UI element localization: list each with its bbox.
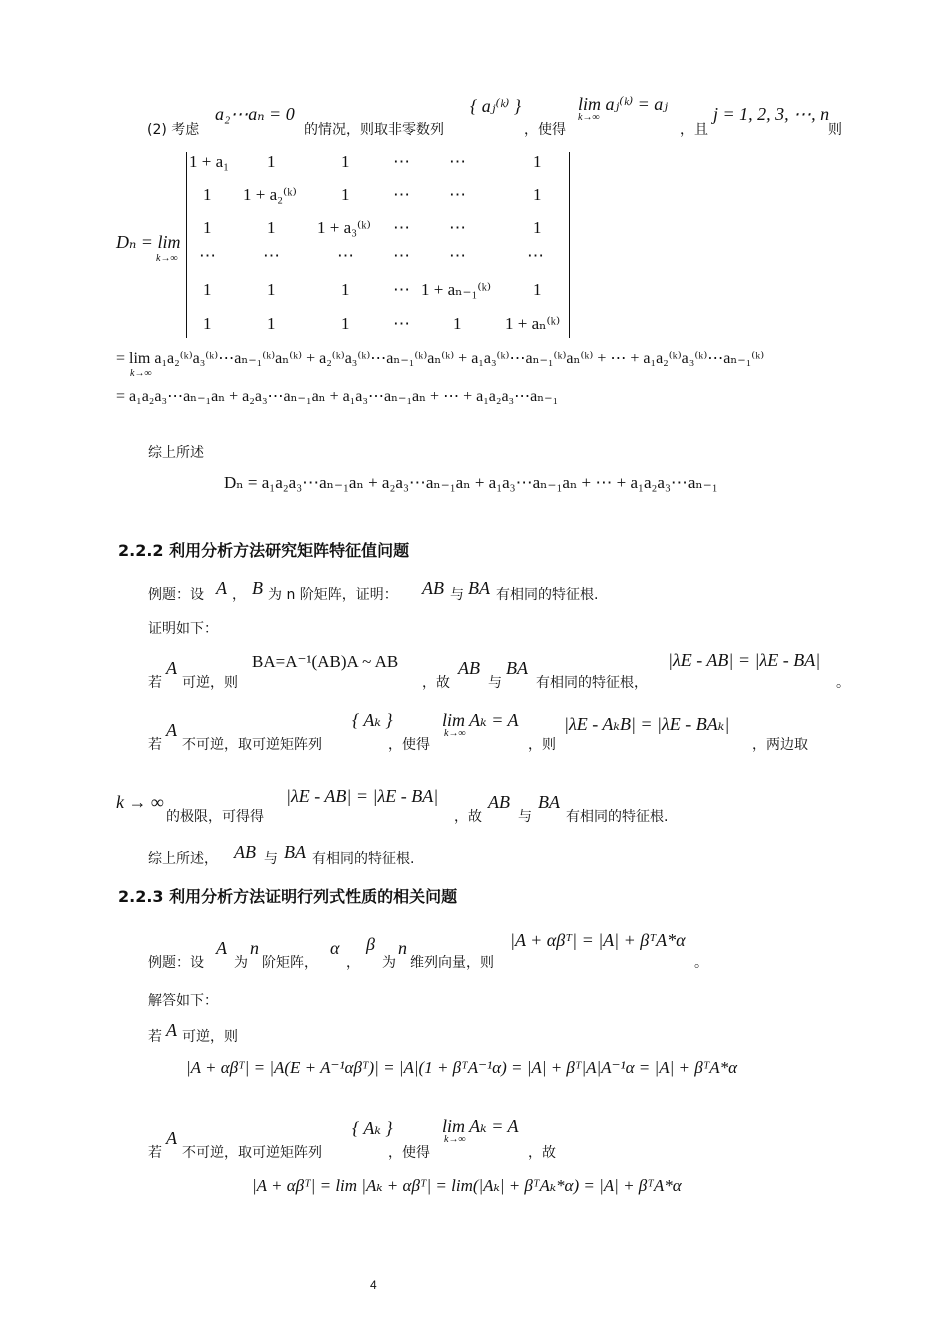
math-limit: lim aⱼ⁽ᵏ⁾ = aⱼ — [578, 94, 669, 114]
text: 则 — [828, 122, 842, 138]
text: 可逆，则 — [182, 1029, 238, 1045]
equation-line: = a₁a₂a₃⋯aₙ₋₁aₙ + a₂a₃⋯aₙ₋₁aₙ + a₁a₃⋯aₙ₋₁aₙ + ⋯ + a₁a₂a₃⋯aₙ₋₁ — [116, 388, 559, 405]
text: 不可逆，取可逆矩阵列 — [182, 1145, 322, 1161]
matrix-cell: 1 — [267, 152, 276, 171]
math: A — [216, 938, 227, 958]
math: BA — [468, 578, 490, 598]
math-determinant: |λE - AB| = |λE - BA| — [668, 650, 821, 670]
matrix-cell: ⋯ — [393, 280, 410, 299]
text: 若 — [148, 1029, 162, 1045]
text: 与 — [518, 809, 532, 825]
matrix-cell: ⋯ — [527, 246, 544, 265]
math: A — [166, 720, 177, 740]
matrix-cell: 1 — [533, 152, 542, 171]
matrix-cell: ⋯ — [393, 314, 410, 333]
matrix-cell: 1 — [203, 185, 212, 204]
math-determinant: |λE - AB| = |λE - BA| — [286, 786, 439, 806]
text: 的情况，则取非零数列 — [304, 122, 444, 138]
math: A — [166, 1020, 177, 1040]
text: 。 — [694, 955, 708, 971]
math: { Aₖ } — [352, 710, 393, 730]
text: 。 — [836, 675, 850, 691]
math: { Aₖ } — [352, 1118, 393, 1138]
matrix-cell: 1 — [203, 280, 212, 299]
text: 若 — [148, 675, 162, 691]
matrix-cell: ⋯ — [393, 152, 410, 171]
math: B — [252, 578, 263, 598]
matrix-cell: ⋯ — [263, 246, 280, 265]
math: A — [166, 1128, 177, 1148]
matrix-cell: 1 — [341, 152, 350, 171]
text: 若 — [148, 1145, 162, 1161]
math: n — [250, 938, 259, 958]
matrix-cell: 1 — [267, 280, 276, 299]
matrix-cell: ⋯ — [337, 246, 354, 265]
text: ， — [346, 955, 360, 971]
text: ，使得 — [524, 122, 566, 138]
matrix-cell: 1 + aₙ₋₁⁽ᵏ⁾ — [421, 280, 492, 299]
limit-subscript: k→∞ — [156, 253, 178, 264]
matrix-cell: 1 — [203, 314, 212, 333]
math: α — [330, 938, 340, 958]
math: β — [366, 934, 375, 954]
math: AB — [458, 658, 480, 678]
matrix-cell: ⋯ — [449, 152, 466, 171]
text: ，则 — [528, 737, 556, 753]
matrix-cell: 1 + a₂⁽ᵏ⁾ — [243, 185, 297, 204]
text: 有相同的特征根. — [566, 809, 669, 825]
text: 证明如下： — [148, 621, 218, 637]
matrix-cell: ⋯ — [393, 246, 410, 265]
math: BA=A⁻¹(AB)A ~ AB — [252, 652, 399, 671]
text: 有相同的特征根， — [536, 675, 648, 691]
section-heading: 2.2.2 利用分析方法研究矩阵特征值问题 — [118, 541, 410, 560]
math-limit: lim Aₖ = A — [442, 710, 519, 730]
matrix-cell: ⋯ — [393, 218, 410, 237]
matrix-cell: 1 — [341, 314, 350, 333]
limit-subscript: k→∞ — [444, 728, 466, 739]
page-number: 4 — [370, 1278, 377, 1292]
math: AB — [234, 842, 256, 862]
math: k → ∞ — [116, 792, 164, 812]
text: ，且 — [680, 122, 708, 138]
math: A — [216, 578, 227, 598]
matrix-cell: 1 — [267, 314, 276, 333]
math: AB — [422, 578, 444, 598]
math: BA — [284, 842, 306, 862]
text: ，故 — [422, 675, 450, 691]
text: 的极限，可得得 — [166, 809, 264, 825]
summary-label: 综上所述 — [148, 445, 204, 461]
text: ，故 — [454, 809, 482, 825]
text: 若 — [148, 737, 162, 753]
math: BA — [506, 658, 528, 678]
matrix-cell: 1 — [267, 218, 276, 237]
text: 解答如下： — [148, 993, 218, 1009]
math-equation: |A + αβᵀ| = |A| + βᵀA*α — [510, 930, 686, 950]
text: 不可逆，取可逆矩阵列 — [182, 737, 322, 753]
text: ， — [232, 587, 246, 603]
limit-subscript: k→∞ — [578, 112, 600, 123]
math-condition: a₂⋯aₙ = 0 — [215, 104, 295, 124]
math-determinant: |λE - AₖB| = |λE - BAₖ| — [564, 714, 730, 734]
math-limit: lim Aₖ = A — [442, 1116, 519, 1136]
math-j-range: j = 1, 2, 3, ⋯, n — [713, 104, 830, 124]
matrix-cell: 1 — [341, 280, 350, 299]
matrix-cell: ⋯ — [449, 218, 466, 237]
section-heading: 2.2.3 利用分析方法证明行列式性质的相关问题 — [118, 887, 458, 906]
matrix-cell: 1 + a₁ — [189, 152, 230, 171]
text: 为 n 阶矩阵，证明： — [268, 587, 398, 603]
dn-lhs: Dₙ = lim — [116, 232, 181, 252]
text: ，使得 — [388, 737, 430, 753]
text: ，故 — [528, 1145, 556, 1161]
text: 为 — [234, 955, 248, 971]
math: A — [166, 658, 177, 678]
limit-subscript: k→∞ — [130, 368, 152, 379]
text: 有相同的特征根. — [312, 851, 415, 867]
text: 可逆，则 — [182, 675, 238, 691]
math: AB — [488, 792, 510, 812]
math-equation: |A + αβᵀ| = |A(E + A⁻¹αβᵀ)| = |A|(1 + βᵀA⁻¹α) = |A| + βᵀ|A|A⁻¹α = |A| + βᵀA*α — [186, 1058, 738, 1077]
determinant-matrix — [186, 152, 570, 338]
text: 维列向量，则 — [410, 955, 494, 971]
matrix-cell: 1 — [203, 218, 212, 237]
matrix-cell: 1 + aₙ⁽ᵏ⁾ — [505, 314, 561, 333]
text: 为 — [382, 955, 396, 971]
math: BA — [538, 792, 560, 812]
math-equation: |A + αβᵀ| = lim |Aₖ + αβᵀ| = lim(|Aₖ| + βᵀAₖ*α) = |A| + βᵀA*α — [252, 1176, 682, 1195]
text: 与 — [488, 675, 502, 691]
matrix-cell: ⋯ — [449, 246, 466, 265]
matrix-cell: 1 — [453, 314, 462, 333]
text: 阶矩阵， — [262, 955, 318, 971]
matrix-cell: 1 — [533, 185, 542, 204]
math: n — [398, 938, 407, 958]
case-label: (2) 考虑 — [147, 122, 200, 138]
text: 与 — [450, 587, 464, 603]
limit-subscript: k→∞ — [444, 1134, 466, 1145]
matrix-cell: ⋯ — [393, 185, 410, 204]
text: 例题：设 — [148, 955, 204, 971]
text: ，两边取 — [752, 737, 808, 753]
summary-equation: Dₙ = a₁a₂a₃⋯aₙ₋₁aₙ + a₂a₃⋯aₙ₋₁aₙ + a₁a₃⋯aₙ₋₁aₙ + ⋯ + a₁a₂a₃⋯aₙ₋₁ — [224, 473, 718, 492]
matrix-cell: 1 — [533, 280, 542, 299]
text: ，使得 — [388, 1145, 430, 1161]
text: 与 — [264, 851, 278, 867]
matrix-cell: ⋯ — [199, 246, 216, 265]
math-sequence: { aⱼ⁽ᵏ⁾ } — [470, 96, 522, 116]
matrix-cell: 1 — [533, 218, 542, 237]
equation-line: = lim a₁a₂⁽ᵏ⁾a₃⁽ᵏ⁾⋯aₙ₋₁⁽ᵏ⁾aₙ⁽ᵏ⁾ + a₂⁽ᵏ⁾a₃⁽ᵏ⁾⋯aₙ₋₁⁽ᵏ⁾aₙ⁽ᵏ⁾ + a₁a₃⁽ᵏ⁾⋯aₙ₋₁⁽ᵏ⁾aₙ⁽ᵏ⁾ + ⋯ + a₁a₂⁽ᵏ⁾a₃⁽ᵏ⁾⋯aₙ₋₁⁽ᵏ⁾ — [116, 350, 765, 367]
text: 综上所述， — [148, 851, 218, 867]
matrix-cell: ⋯ — [449, 185, 466, 204]
text: 有相同的特征根. — [496, 587, 599, 603]
matrix-cell: 1 + a₃⁽ᵏ⁾ — [317, 218, 371, 237]
text: 例题：设 — [148, 587, 204, 603]
matrix-cell: 1 — [341, 185, 350, 204]
